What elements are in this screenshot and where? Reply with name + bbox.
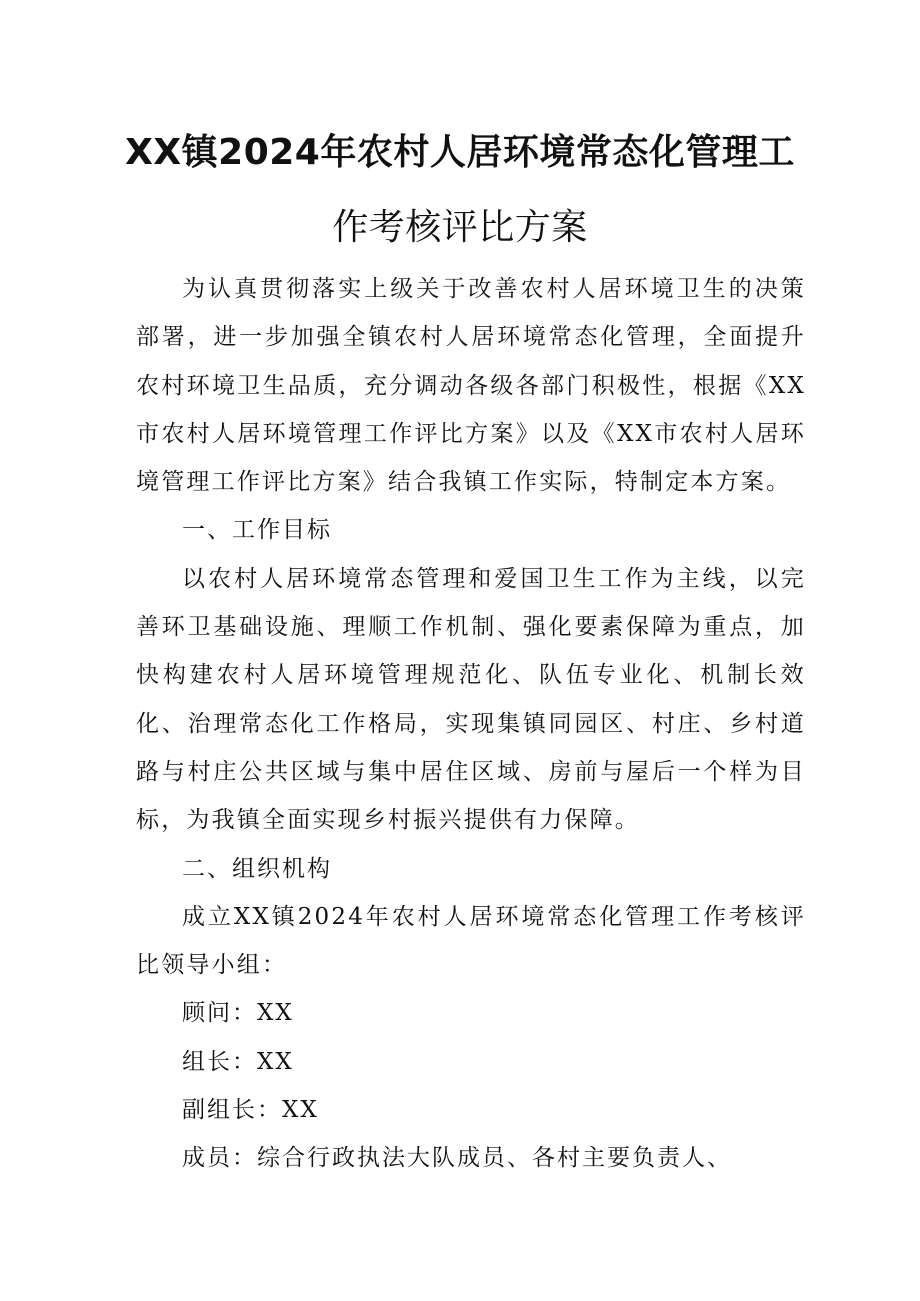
- advisor-line: 顾问：XX: [182, 1000, 294, 1027]
- section-heading-organization: 二、组织机构: [182, 855, 332, 882]
- leader-line: 组长：XX: [182, 1048, 294, 1075]
- document-title-line-1: XX镇2024年农村人居环境常态化管理工: [125, 132, 795, 173]
- goals-paragraph: 以农村人居环境常态管理和爱国卫生工作为主线，以完善环卫基础设施、理顺工作机制、强化要素保障为重点，加快构建农村人居环境管理规范化、队伍专业化、机制长效化、治理常态化工作格局，实现集镇同园区、村庄、乡村道路与村庄公共区域与集中居住区域、房前与屋后一个样为目标，为我镇全面实现乡村振兴提供有力保障。: [136, 565, 806, 834]
- organization-paragraph: 成立XX镇2024年农村人居环境常态化管理工作考核评比领导小组：: [136, 903, 806, 979]
- intro-paragraph: 为认真贯彻落实上级关于改善农村人居环境卫生的决策部署，进一步加强全镇农村人居环境常态化管理，全面提升农村环境卫生品质，充分调动各级各部门积极性，根据《XX市农村人居环境管理工作评比方案》以及《XX市农村人居环境管理工作评比方案》结合我镇工作实际，特制定本方案。: [136, 276, 806, 496]
- document-body: [136, 265, 806, 1183]
- deputy-leader-line: 副组长：XX: [182, 1097, 319, 1124]
- document-title-line-2: 作考核评比方案: [332, 207, 588, 248]
- members-line: 成员：综合行政执法大队成员、各村主要负责人、: [182, 1145, 732, 1172]
- section-heading-goals: 一、工作目标: [182, 517, 332, 544]
